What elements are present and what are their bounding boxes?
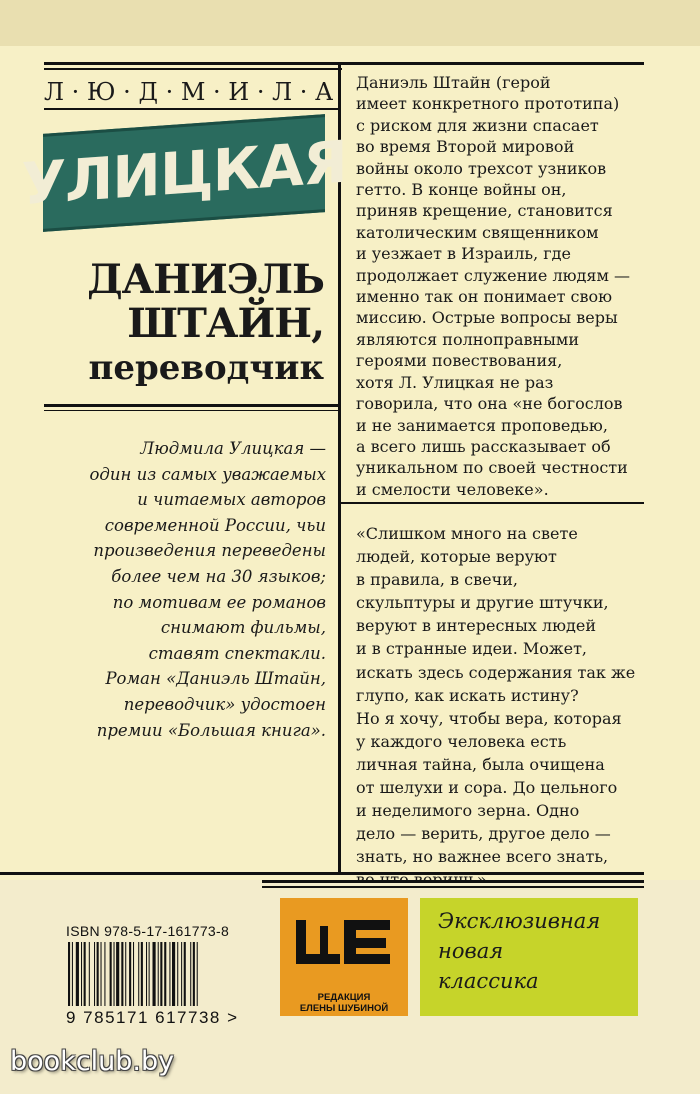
barcode: [66, 942, 242, 1006]
top-rule: [44, 62, 644, 65]
barcode-number: 9 785171 617738 >: [66, 1008, 239, 1027]
book-quote: «Слишком много на свете людей, которые веруют в правила, в свечи, скульптуры и другие штучки, веруют в интересных людей и в странные идеи. Может, искать здесь содержания так же глупо, как искать истину? Но я хочу, чтобы вера, которая у каждого человека есть личная тайна, была очищена от шелухи и сора. До цельного и неделимого зерна. Одно дело — верить, другое дело — знать, но важнее всего знать,: [356, 524, 636, 867]
author-underline: [44, 108, 338, 110]
desc-underline: [338, 502, 644, 504]
author-blurb: Людмила Улицкая — один из самых уважаемых и читаемых авторов современной России, чьи произведения переведены более чем на 30 языков; по мотивам ее романов снимают фильмы, ставят спектакли. Роман «Даниэль Штайн, переводчик» удостоен премии «Большая книга».: [89, 439, 326, 740]
watermark: bookclub.by: [10, 1046, 175, 1077]
publisher-label-line-1: РЕДАКЦИЯ: [317, 992, 371, 1003]
publisher-label-line-2: ЕЛЕНЫ ШУБИНОЙ: [299, 1003, 389, 1014]
isbn-label: ISBN 978-5-17-161773-8: [66, 923, 230, 939]
top-band: [0, 0, 700, 46]
publisher-label: [280, 992, 408, 1014]
title-underline-thin: [44, 410, 338, 411]
title-line-2: ШТАЙН,: [127, 300, 324, 347]
title-underline: [44, 404, 338, 407]
series-name: Эксклюзивная новая классика: [438, 909, 601, 993]
author-first-name: Л · Ю · Д · М · И · Л · А: [44, 78, 334, 106]
book-description: Даниэль Штайн (герой имеет конкретного прототипа) с риском для жизни спасает во время Второй мировой войны около трехсот узников гетто. В конце войны он, приняв крещение, становится католическим священником и уезжает в Израиль, где продолжает служение людям — именно так он понимает свою миссию. Острые вопросы веры являются полноправными героями повествования, хотя Л. Улицкая не раз говорила, что она «не богослов и не занимается проповедью, а всего лишь рассказывает об уникальном по своей честности и смелости человеке».: [356, 73, 631, 499]
publisher-logo-icon: [280, 898, 408, 988]
bottom-rule-a: [262, 880, 644, 883]
top-rule-thin: [44, 68, 342, 70]
bottom-rule-top: [0, 872, 644, 875]
author-surname: УЛИЦКАЯ: [21, 127, 347, 219]
book-title: [44, 258, 324, 390]
bottom-rule-b: [262, 886, 644, 888]
title-line-3: переводчик: [88, 348, 324, 388]
title-line-1: ДАНИЭЛЬ: [87, 256, 324, 303]
author-surname-box: [21, 114, 347, 232]
